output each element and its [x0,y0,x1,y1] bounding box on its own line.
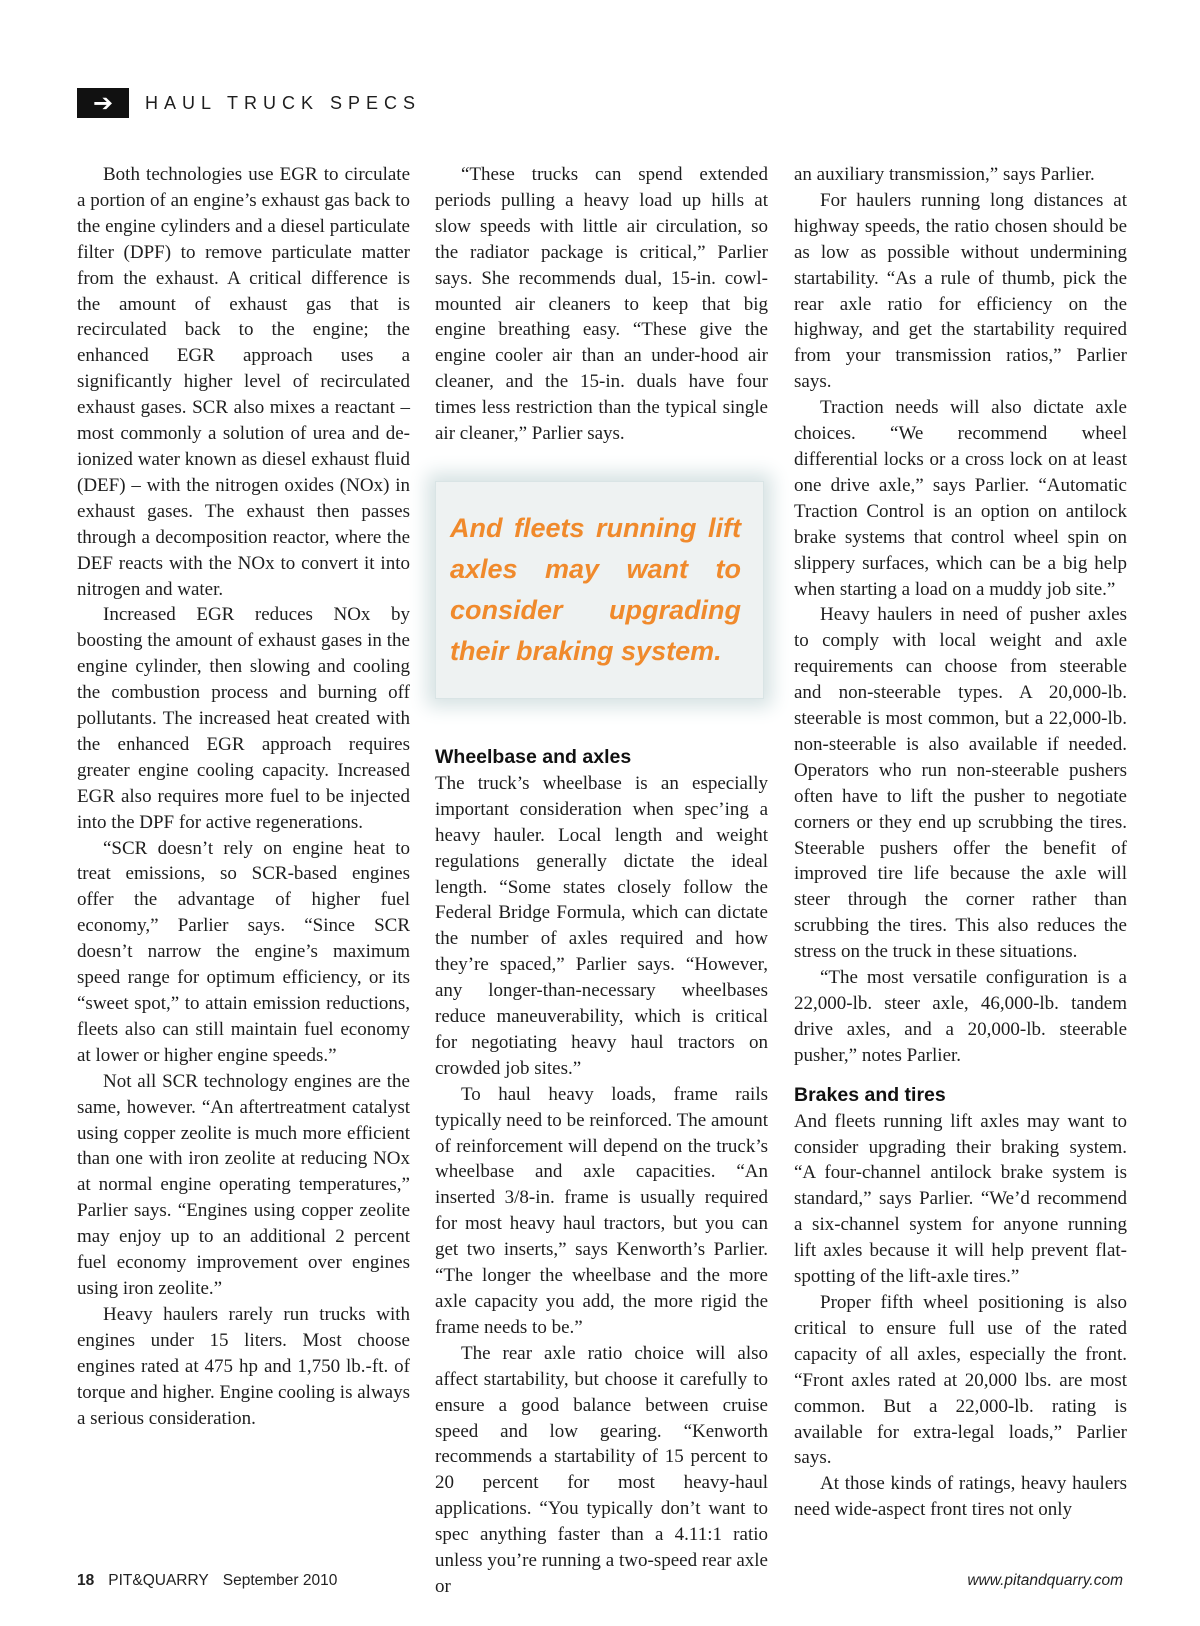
paragraph: The rear axle ratio choice will also affect startability, but choose it carefully to ensure a good balance between cruise speed and low gearing. “Kenworth recommends a startability of 15 percent to 20 percent for most heavy-haul applications. “You typically don’t want to spec anything faster than a 4.11:1 ratio unless you’re running a two-speed rear axle or [435,1342,768,1597]
paragraph: “These trucks can spend extended periods pulling a heavy load up hills at slow speeds with little air circulation, so the radiator package is critical,” Parlier says. She recommends dual, 15-in. cowl-mounted air cleaners to keep that big engine breathing easy. “These give the engine cooler air than an under-hood air cleaner, and the 15-in. duals have four times less restriction than the typical single air cleaner,” Parlier says. [435,164,768,445]
subheading-brakes: Brakes and tires [794,1083,946,1106]
section-header [77,88,421,118]
spacer [794,1069,1127,1083]
arrow-icon: ➔ [77,88,129,118]
paragraph: an auxiliary transmission,” says Parlier. [794,164,1095,185]
issue-date: September 2010 [222,1572,338,1589]
section-title: HAUL TRUCK SPECS [145,92,422,113]
paragraph: Increased EGR reduces NOx by boosting the amount of exhaust gases in the engine cylinder, then slowing and cooling the combustion process and burning off pollutants. The increased heat created with the enhanced EGR approach requires greater engine cooling capacity. Increased EGR also requires more fuel to be injected into the DPF for active regenerations. [77,604,410,833]
paragraph: To haul heavy loads, frame rails typically need to be reinforced. The amount of reinforcement will depend on the truck’s wheelbase and axle capacities. “An inserted 3/8-in. frame is usually required for most heavy haul tractors, but you can get two inserts,” says Kenworth’s Parlier. “The longer the wheelbase and the more axle capacity you add, the more rigid the frame needs to be.” [435,1083,768,1338]
paragraph: Both technologies use EGR to circulate a portion of an engine’s exhaust gas back to the engine cylinders and a diesel particulate filter (DPF) to remove particulate matter from the exhaust. A critical difference is the amount of exhaust gas that is recirculated back to the engine; the enhanced EGR approach uses a significantly higher level of recirculated exhaust gases. SCR also mixes a reactant – most commonly a solution of urea and de-ionized water known as diesel exhaust fluid (DEF) – with the nitrogen oxides (NOx) in exhaust gases. The exhaust then passes through a decomposition reactor, where the DEF reacts with the NOx to convert it into nitrogen and water. [77,164,410,600]
article-column-1 [77,162,410,1431]
paragraph: “The most versatile configuration is a 22,000-lb. steer axle, 46,000-lb. tandem drive axles, and a 20,000-lb. steerable pusher,” notes Parlier. [794,967,1127,1066]
paragraph: Not all SCR technology engines are the same, however. “An aftertreatment catalyst using copper zeolite is much more efficient than one with iron zeolite at reducing NOx at normal engine operating temperatures,” Parlier says. “Engines using copper zeolite may enjoy up to an additional 2 percent fuel economy improvement over engines using iron zeolite.” [77,1070,410,1299]
paragraph: The truck’s wheelbase is an especially important consideration when spec’ing a heavy hauler. Local length and weight regulations generally dictate the ideal length. “Some states closely follow the Federal Bridge Formula, which can dictate the number of axles required and how they’re spaced,” Parlier says. “However, any longer-than-necessary wheelbases reduce maneuverability, which is critical for negotiating heavy haul tractors on crowded job sites.” [435,772,768,1079]
publication-name: PIT&QUARRY [108,1572,209,1589]
paragraph: And fleets running lift axles may want to consider upgrading their braking system. “A four-channel antilock brake system is standard,” says Parlier. “We’d recommend a six-channel system for anyone running lift axles because it will help prevent flat-spotting of the lift-axle tires.” [794,1110,1127,1288]
paragraph: Traction needs will also dictate axle choices. “We recommend wheel differential locks or a cross lock on at least one drive axle,” says Parlier. “Automatic Traction Control is an option on antilock brake systems that control wheel spin on slippery surfaces, which can be a big help when starting a load on a muddy job site.” [794,397,1127,600]
paragraph: At those kinds of ratings, heavy haulers need wide-aspect front tires not only [794,1473,1127,1521]
article-column-2 [435,162,768,1600]
paragraph: Heavy haulers in need of pusher axles to comply with local weight and axle requirements can choose from steerable and non-steerable types. A 20,000-lb. steerable is most common, but a 22,000-lb. non-steerable is also available if needed. Operators who run non-steerable pushers often have to lift the pusher to negotiate corners or they end up scrubbing the tires. Steerable pushers offer the benefit of improved tire life because the axle will steer through the corner rather than scrubbing the tires. This also reduces the stress on the truck in these situations. [794,604,1127,963]
footer-left [77,1572,337,1590]
pull-quote [435,481,764,699]
subheading-wheelbase: Wheelbase and axles [435,745,632,768]
pull-quote-text: And fleets running lift axles may want to consider upgrading their braking system. [450,512,741,666]
paragraph: For haulers running long distances at highway speeds, the ratio chosen should be as low as possible without undermining startability. “As a rule of thumb, pick the rear axle ratio for efficiency on the highway, and get the startability required from your transmission ratios,” Parlier says. [794,189,1127,393]
website-link[interactable]: www.pitandquarry.com [967,1572,1123,1589]
page-footer [77,1572,1123,1594]
article-column-3 [794,162,1127,1523]
paragraph: Proper fifth wheel positioning is also critical to ensure full use of the rated capacity of all axles, especially the front. “Front axles rated at 20,000 lbs. are most common. But a 22,000-lb. rating is available for extra-legal loads,” Parlier says. [794,1291,1127,1469]
page-number: 18 [77,1572,95,1589]
paragraph: “SCR doesn’t rely on engine heat to treat emissions, so SCR-based engines offer the advantage of higher fuel economy,” Parlier says. “Since SCR doesn’t narrow the engine’s maximum speed range for optimum efficiency, or its “sweet spot,” to attain emission reductions, fleets also can still maintain fuel economy at lower or higher engine speeds.” [77,837,410,1066]
paragraph: Heavy haulers rarely run trucks with engines under 15 liters. Most choose engines rated at 475 hp and 1,750 lb.-ft. of torque and higher. Engine cooling is always a serious consideration. [77,1303,410,1429]
